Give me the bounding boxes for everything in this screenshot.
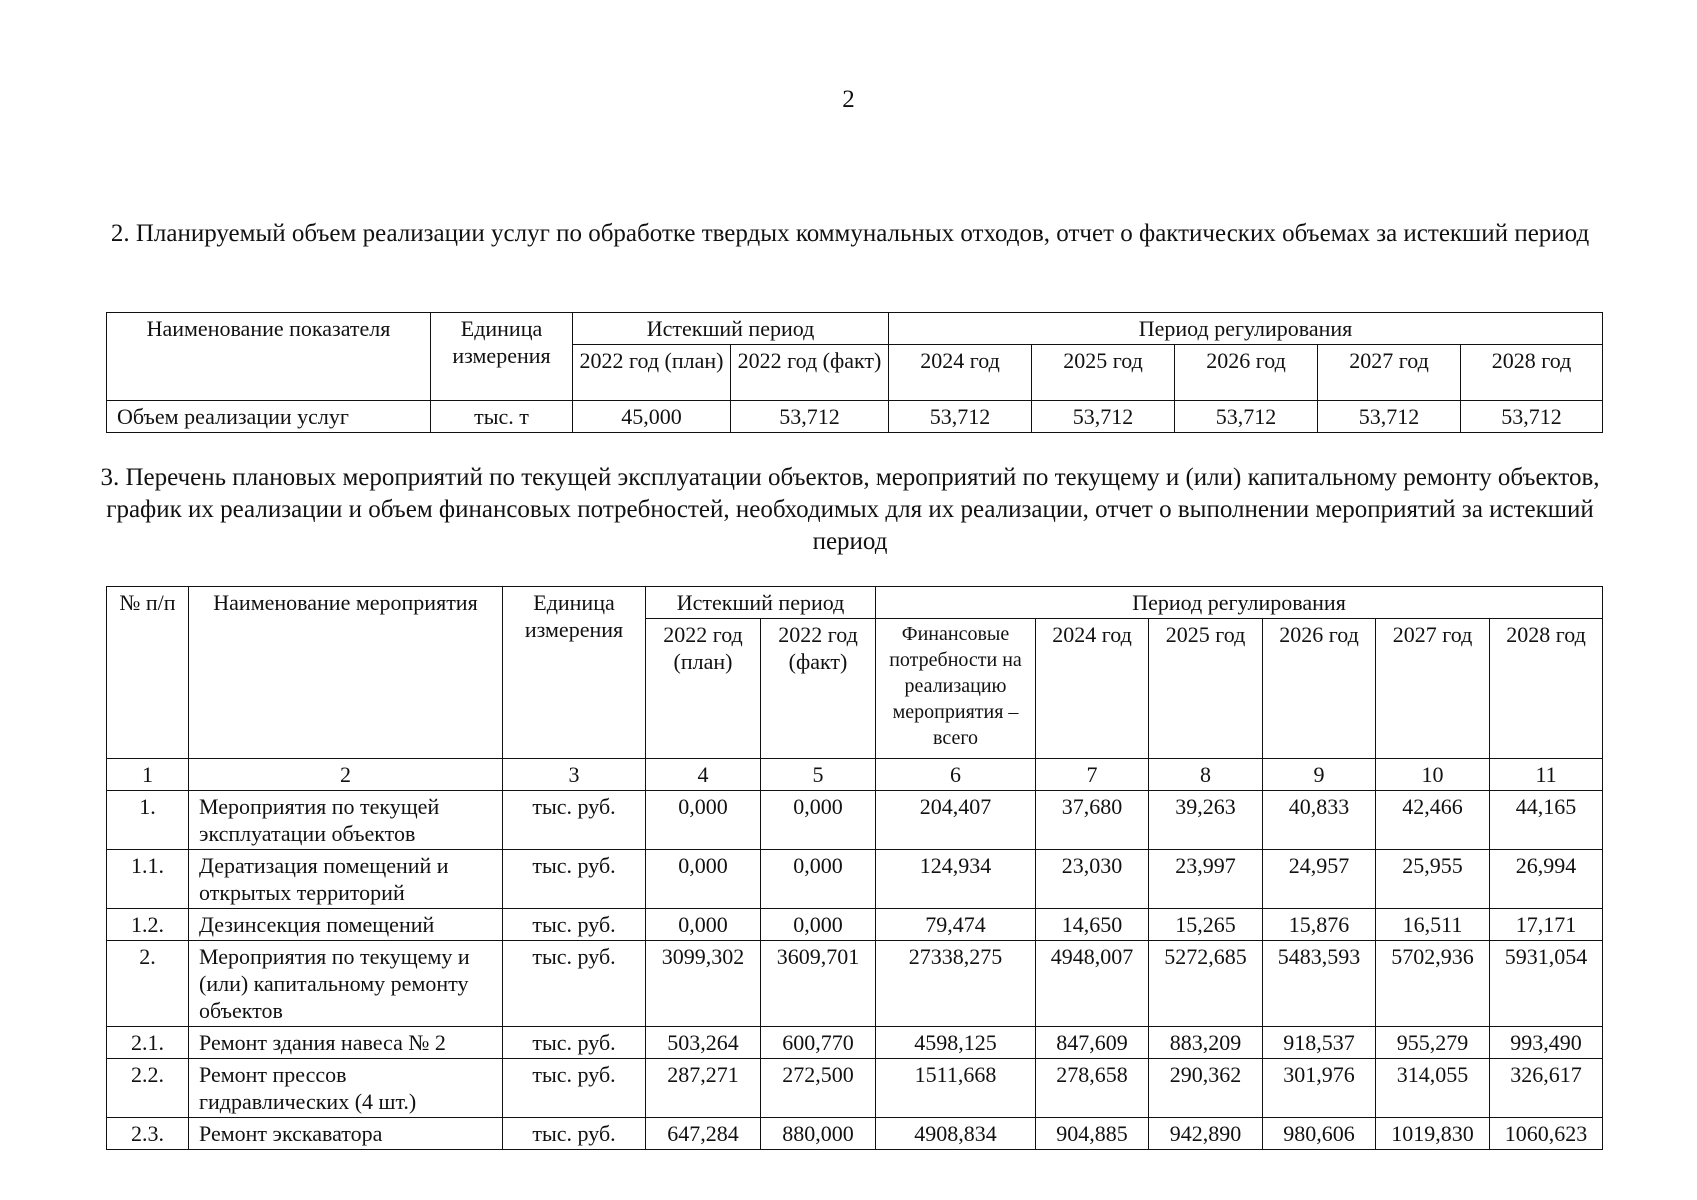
cell-2027: 25,955 — [1376, 850, 1490, 909]
cell-2024: 23,030 — [1036, 850, 1149, 909]
header-unit: Единица измерения — [503, 587, 646, 759]
table-row — [107, 1118, 1603, 1150]
cell-2022-plan: 503,264 — [646, 1027, 761, 1059]
cell-unit: тыс. руб. — [503, 850, 646, 909]
header-regulation-period: Период регулирования — [889, 313, 1603, 345]
header-num: № п/п — [107, 587, 189, 759]
table-row — [107, 401, 1603, 433]
cell-name: Дезинсекция помещений — [189, 909, 503, 941]
column-number: 11 — [1490, 759, 1603, 791]
cell-name: Ремонт здания навеса № 2 — [189, 1027, 503, 1059]
header-2022-fact: 2022 год (факт) — [761, 619, 876, 759]
cell-2024: 278,658 — [1036, 1059, 1149, 1118]
column-number: 9 — [1263, 759, 1376, 791]
cell-financial-total: 204,407 — [876, 791, 1036, 850]
cell-financial-total: 4598,125 — [876, 1027, 1036, 1059]
cell-2028: 17,171 — [1490, 909, 1603, 941]
column-number: 6 — [876, 759, 1036, 791]
header-financial-total: Финансовые потребности на реализацию мероприятия – всего — [876, 619, 1036, 759]
cell-unit: тыс. руб. — [503, 909, 646, 941]
header-2027: 2027 год — [1318, 345, 1461, 401]
header-2022-plan: 2022 год (план) — [573, 345, 731, 401]
cell-2022-fact: 53,712 — [731, 401, 889, 433]
cell-2025: 290,362 — [1149, 1059, 1263, 1118]
column-numbers-row — [107, 759, 1603, 791]
header-measure-name: Наименование мероприятия — [189, 587, 503, 759]
cell-2025: 883,209 — [1149, 1027, 1263, 1059]
cell-2025: 23,997 — [1149, 850, 1263, 909]
column-number: 4 — [646, 759, 761, 791]
cell-2024: 37,680 — [1036, 791, 1149, 850]
column-number: 1 — [107, 759, 189, 791]
cell-2028: 5931,054 — [1490, 941, 1603, 1027]
cell-num: 1.2. — [107, 909, 189, 941]
column-number: 2 — [189, 759, 503, 791]
cell-2026: 5483,593 — [1263, 941, 1376, 1027]
header-2026: 2026 год — [1263, 619, 1376, 759]
header-2022-fact: 2022 год (факт) — [731, 345, 889, 401]
cell-2026: 15,876 — [1263, 909, 1376, 941]
cell-name: Мероприятия по текущей эксплуатации объектов — [189, 791, 503, 850]
cell-num: 1. — [107, 791, 189, 850]
section-2-title: 2. Планируемый объем реализации услуг по обработке твердых коммунальных отходов, отчет о фактических объемах за истекший период — [110, 220, 1590, 247]
cell-2022-fact: 0,000 — [761, 850, 876, 909]
cell-num: 2.1. — [107, 1027, 189, 1059]
page-number: 2 — [842, 86, 855, 113]
cell-2027: 42,466 — [1376, 791, 1490, 850]
header-2028: 2028 год — [1490, 619, 1603, 759]
cell-financial-total: 27338,275 — [876, 941, 1036, 1027]
cell-2027: 53,712 — [1318, 401, 1461, 433]
cell-financial-total: 124,934 — [876, 850, 1036, 909]
cell-unit: тыс. руб. — [503, 1027, 646, 1059]
column-number: 5 — [761, 759, 876, 791]
cell-2024: 904,885 — [1036, 1118, 1149, 1150]
cell-unit: тыс. руб. — [503, 1118, 646, 1150]
column-number: 3 — [503, 759, 646, 791]
table-row — [107, 909, 1603, 941]
cell-2028: 993,490 — [1490, 1027, 1603, 1059]
cell-2022-plan: 3099,302 — [646, 941, 761, 1027]
cell-2022-fact: 3609,701 — [761, 941, 876, 1027]
cell-2022-plan: 0,000 — [646, 850, 761, 909]
cell-2028: 326,617 — [1490, 1059, 1603, 1118]
cell-num: 1.1. — [107, 850, 189, 909]
cell-2026: 918,537 — [1263, 1027, 1376, 1059]
cell-num: 2. — [107, 941, 189, 1027]
cell-2022-plan: 287,271 — [646, 1059, 761, 1118]
table-row — [107, 1059, 1603, 1118]
cell-name: Ремонт экскаватора — [189, 1118, 503, 1150]
cell-2028: 44,165 — [1490, 791, 1603, 850]
header-indicator-name: Наименование показателя — [107, 313, 431, 401]
cell-2028: 53,712 — [1461, 401, 1603, 433]
cell-num: 2.3. — [107, 1118, 189, 1150]
column-number: 8 — [1149, 759, 1263, 791]
cell-name: Дератизация помещений и открытых территорий — [189, 850, 503, 909]
header-2028: 2028 год — [1461, 345, 1603, 401]
cell-2022-fact: 880,000 — [761, 1118, 876, 1150]
column-number: 10 — [1376, 759, 1490, 791]
cell-2025: 5272,685 — [1149, 941, 1263, 1027]
header-past-period: Истекший период — [646, 587, 876, 619]
section-3-title: 3. Перечень плановых мероприятий по текущей эксплуатации объектов, мероприятий по текущему и (или) капитальному ремонту объектов, график их реализации и объем финансовых потребностей, необходимых для их реализации, отчет о выполнении мероприятий за истекший период — [100, 464, 1600, 555]
cell-name: Ремонт прессов гидравлических (4 шт.) — [189, 1059, 503, 1118]
cell-2025: 53,712 — [1032, 401, 1175, 433]
cell-2022-fact: 0,000 — [761, 909, 876, 941]
header-past-period: Истекший период — [573, 313, 889, 345]
cell-2027: 16,511 — [1376, 909, 1490, 941]
cell-2026: 980,606 — [1263, 1118, 1376, 1150]
cell-2022-fact: 0,000 — [761, 791, 876, 850]
cell-2024: 847,609 — [1036, 1027, 1149, 1059]
cell-2022-fact: 272,500 — [761, 1059, 876, 1118]
cell-financial-total: 1511,668 — [876, 1059, 1036, 1118]
volume-table — [106, 312, 1603, 433]
cell-unit: тыс. руб. — [503, 1059, 646, 1118]
header-2026: 2026 год — [1175, 345, 1318, 401]
column-number: 7 — [1036, 759, 1149, 791]
cell-2022-plan: 647,284 — [646, 1118, 761, 1150]
header-2024: 2024 год — [1036, 619, 1149, 759]
cell-unit: тыс. руб. — [503, 941, 646, 1027]
cell-2027: 1019,830 — [1376, 1118, 1490, 1150]
cell-num: 2.2. — [107, 1059, 189, 1118]
header-unit: Единица измерения — [431, 313, 573, 401]
measures-table — [106, 586, 1603, 1150]
table-row — [107, 1027, 1603, 1059]
cell-2022-plan: 45,000 — [573, 401, 731, 433]
header-2025: 2025 год — [1149, 619, 1263, 759]
cell-2022-fact: 600,770 — [761, 1027, 876, 1059]
header-2027: 2027 год — [1376, 619, 1490, 759]
cell-2026: 24,957 — [1263, 850, 1376, 909]
cell-name: Мероприятия по текущему и (или) капитальному ремонту объектов — [189, 941, 503, 1027]
cell-name: Объем реализации услуг — [107, 401, 431, 433]
table-row — [107, 941, 1603, 1027]
cell-2024: 4948,007 — [1036, 941, 1149, 1027]
cell-financial-total: 4908,834 — [876, 1118, 1036, 1150]
cell-2026: 301,976 — [1263, 1059, 1376, 1118]
cell-2025: 942,890 — [1149, 1118, 1263, 1150]
header-2024: 2024 год — [889, 345, 1032, 401]
header-2025: 2025 год — [1032, 345, 1175, 401]
cell-2027: 314,055 — [1376, 1059, 1490, 1118]
cell-unit: тыс. т — [431, 401, 573, 433]
cell-2026: 40,833 — [1263, 791, 1376, 850]
cell-2024: 53,712 — [889, 401, 1032, 433]
cell-2025: 39,263 — [1149, 791, 1263, 850]
table-row — [107, 791, 1603, 850]
cell-2028: 1060,623 — [1490, 1118, 1603, 1150]
cell-2027: 955,279 — [1376, 1027, 1490, 1059]
cell-2026: 53,712 — [1175, 401, 1318, 433]
header-2022-plan: 2022 год (план) — [646, 619, 761, 759]
cell-financial-total: 79,474 — [876, 909, 1036, 941]
cell-2027: 5702,936 — [1376, 941, 1490, 1027]
cell-2022-plan: 0,000 — [646, 791, 761, 850]
cell-2028: 26,994 — [1490, 850, 1603, 909]
header-regulation-period: Период регулирования — [876, 587, 1603, 619]
table-row — [107, 850, 1603, 909]
cell-2025: 15,265 — [1149, 909, 1263, 941]
cell-2024: 14,650 — [1036, 909, 1149, 941]
cell-2022-plan: 0,000 — [646, 909, 761, 941]
cell-unit: тыс. руб. — [503, 791, 646, 850]
